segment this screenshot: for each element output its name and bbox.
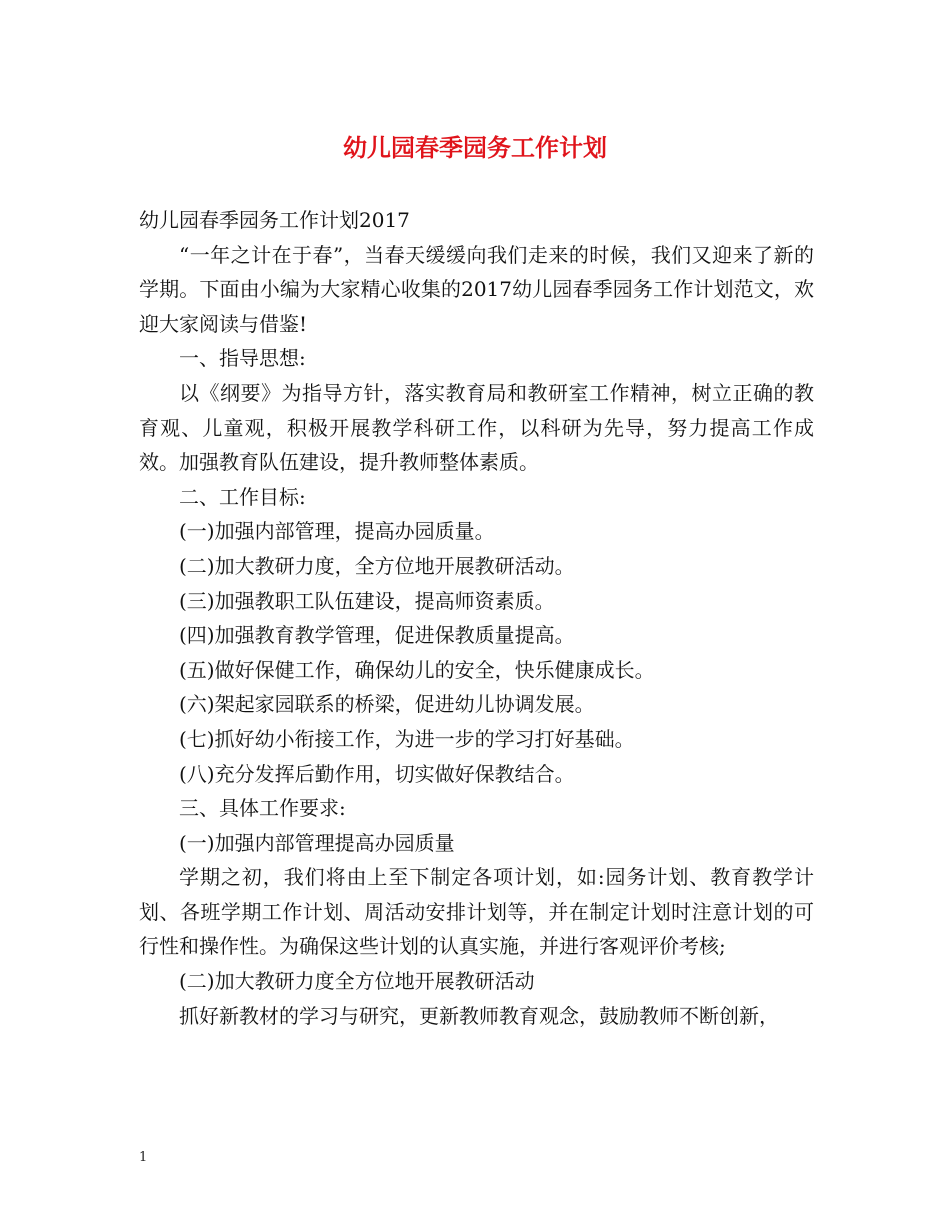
paragraph: (四)加强教育教学管理，促进保教质量提高。 bbox=[179, 623, 575, 648]
paragraph: (一)加强内部管理，提高办园质量。 bbox=[179, 519, 495, 544]
paragraph: (二)加大教研力度，全方位地开展教研活动。 bbox=[179, 553, 575, 578]
paragraph: 学期之初，我们将由上至下制定各项计划，如:园务计划、教育教学计划、各班学期工作计划、周活动安排计划等，并在制定计划时注意计划的可行性和操作性。为确保这些计划的认真实施，并进行客观评价考核; bbox=[139, 865, 814, 959]
paragraph: (七)抓好幼小衔接工作，为进一步的学习打好基础。 bbox=[179, 726, 635, 751]
paragraph: 二、工作目标: bbox=[179, 484, 306, 509]
page-number: 1 bbox=[139, 1150, 148, 1165]
paragraph: 三、具体工作要求: bbox=[179, 796, 346, 821]
paragraph: (八)充分发挥后勤作用，切实做好保教结合。 bbox=[179, 761, 575, 786]
paragraph: 以《纲要》为指导方针，落实教育局和教研室工作精神，树立正确的教育观、儿童观，积极开展教学科研工作，以科研为先导，努力提高工作成效。加强教育队伍建设，提升教师整体素质。 bbox=[139, 380, 814, 475]
paragraph: (三)加强教职工队伍建设，提高师资素质。 bbox=[179, 588, 555, 613]
paragraph: (五)做好保健工作，确保幼儿的安全，快乐健康成长。 bbox=[179, 657, 655, 682]
paragraph: (一)加强内部管理提高办园质量 bbox=[179, 830, 455, 855]
paragraph: (二)加大教研力度全方位地开展教研活动 bbox=[179, 969, 535, 994]
paragraph: (六)架起家园联系的桥梁，促进幼儿协调发展。 bbox=[179, 692, 595, 717]
document-title: 幼儿园春季园务工作计划 bbox=[343, 133, 607, 162]
paragraph: “一年之计在于春”，当春天缓缓向我们走来的时候，我们又迎来了新的学期。下面由小编为大家精心收集的2017幼儿园春季园务工作计划范文，欢迎大家阅读与借鉴! bbox=[139, 242, 814, 336]
document-body bbox=[139, 203, 814, 1033]
paragraph: 抓好新教材的学习与研究，更新教师教育观念，鼓励教师不断创新， bbox=[179, 1003, 779, 1028]
paragraph: 幼儿园春季园务工作计划2017 bbox=[139, 208, 410, 232]
paragraph: 一、指导思想: bbox=[179, 346, 306, 371]
